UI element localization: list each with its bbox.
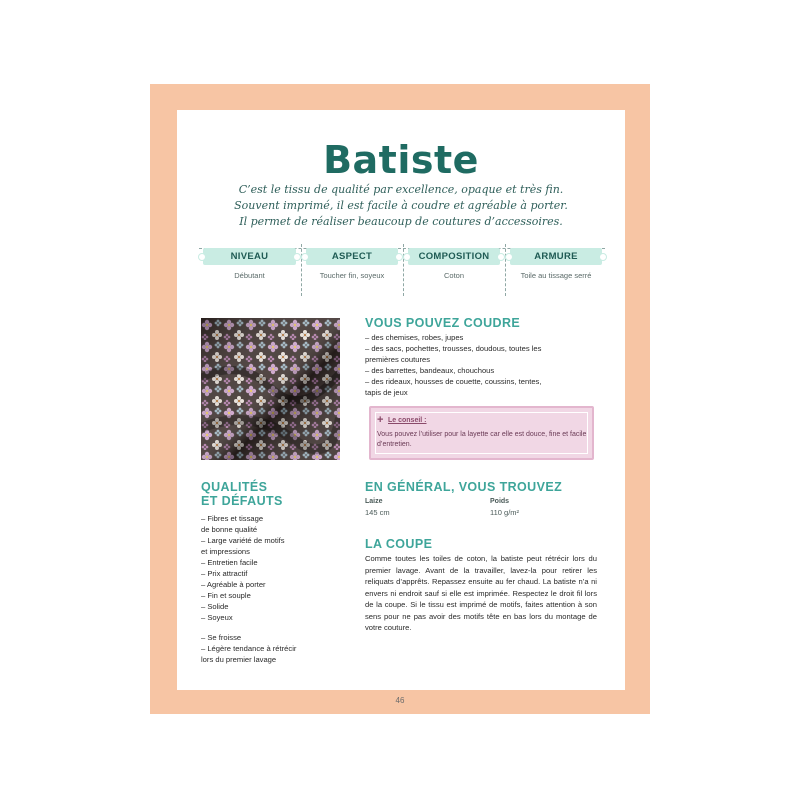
properties-row <box>199 244 605 296</box>
property-value: Toile au tissage serré <box>520 271 592 280</box>
weight-value: 110 g/m² <box>490 508 520 517</box>
list-item: – Entretien facile <box>201 558 258 567</box>
property-composition <box>403 244 504 296</box>
list-item: – Fin et souple <box>201 591 251 600</box>
list-item: premières coutures <box>365 355 430 364</box>
page-number: 46 <box>395 696 405 705</box>
section-heading-qualities <box>201 480 283 508</box>
property-label: ARMURE <box>510 248 602 265</box>
list-item: – des rideaux, housses de couette, coussins, tentes, <box>365 377 542 386</box>
list-item: – Légère tendance à rétrécir <box>201 644 297 653</box>
list-item: – Agréable à porter <box>201 580 266 589</box>
intro-line: C’est le tissu de qualité par excellence, opaque et très fin. <box>238 183 564 196</box>
width-label: Laize <box>365 498 383 505</box>
cut-paragraph: Comme toutes les toiles de coton, la batiste peut rétrécir lors du premier lavage. Avant de la travailler, lavez-la pour retirer les reliquats d’apprêts. Repassez ensuite au fer chaud. La batiste n’a ni envers ni endroit sauf si elle est imprimée. Respectez le droit fil lors de la coupe. Si le tissu est imprimé de motifs, faites attention à son sens pour ne pas avoir des motifs tête en bas lors du montage de votre couture. <box>365 554 597 632</box>
list-item: – Soyeux <box>201 613 233 622</box>
property-niveau <box>199 244 300 296</box>
intro-line: Souvent imprimé, il est facile à coudre et agréable à porter. <box>234 199 568 212</box>
book-page <box>177 110 625 690</box>
list-item: tapis de jeux <box>365 388 408 397</box>
property-value: Toucher fin, soyeux <box>319 271 385 280</box>
list-item: – des sacs, pochettes, trousses, doudous, toutes les <box>365 344 542 353</box>
property-label: COMPOSITION <box>408 248 500 265</box>
floral-fabric-image <box>201 318 340 460</box>
qualities-heading-line: QUALITÉS <box>201 480 268 494</box>
qualities-heading-line: ET DÉFAUTS <box>201 494 283 508</box>
intro-line: Il permet de réaliser beaucoup de coutures d’accessoires. <box>239 215 563 228</box>
tip-text: Vous pouvez l’utiliser pour la layette car elle est douce, fine et facile d’entretien. <box>377 431 587 448</box>
intro-text <box>177 182 625 230</box>
width-value: 145 cm <box>365 508 390 517</box>
weight-label: Poids <box>490 498 510 505</box>
sew-list <box>365 332 541 398</box>
plus-icon: + <box>377 414 384 426</box>
cons-list <box>201 632 296 665</box>
fabric-photo <box>201 318 340 460</box>
section-heading-cut: LA COUPE <box>365 537 433 551</box>
page-title: Batiste <box>323 138 479 182</box>
property-label: NIVEAU <box>203 248 296 265</box>
list-item: – Se froisse <box>201 633 242 642</box>
list-item: et impressions <box>201 547 250 556</box>
list-item: – Fibres et tissage <box>201 514 264 523</box>
property-value: Débutant <box>234 271 265 280</box>
property-value: Coton <box>443 271 464 280</box>
list-item: – Large variété de motifs <box>201 536 285 545</box>
list-item: – Solide <box>201 602 229 611</box>
list-item: de bonne qualité <box>201 525 258 534</box>
section-heading-general: EN GÉNÉRAL, VOUS TROUVEZ <box>365 480 563 494</box>
list-item: – des chemises, robes, jupes <box>365 333 464 342</box>
property-aspect <box>301 244 402 296</box>
section-heading-sew: VOUS POUVEZ COUDRE <box>365 316 521 330</box>
list-item: – Prix attractif <box>201 569 248 578</box>
pros-list <box>201 513 285 623</box>
tip-label: Le conseil : <box>388 417 427 424</box>
list-item: lors du premier lavage <box>201 655 277 664</box>
property-label: ASPECT <box>306 248 398 265</box>
list-item: – des barrettes, bandeaux, chouchous <box>365 366 495 375</box>
property-armure <box>505 244 606 296</box>
tip-box <box>369 406 594 460</box>
